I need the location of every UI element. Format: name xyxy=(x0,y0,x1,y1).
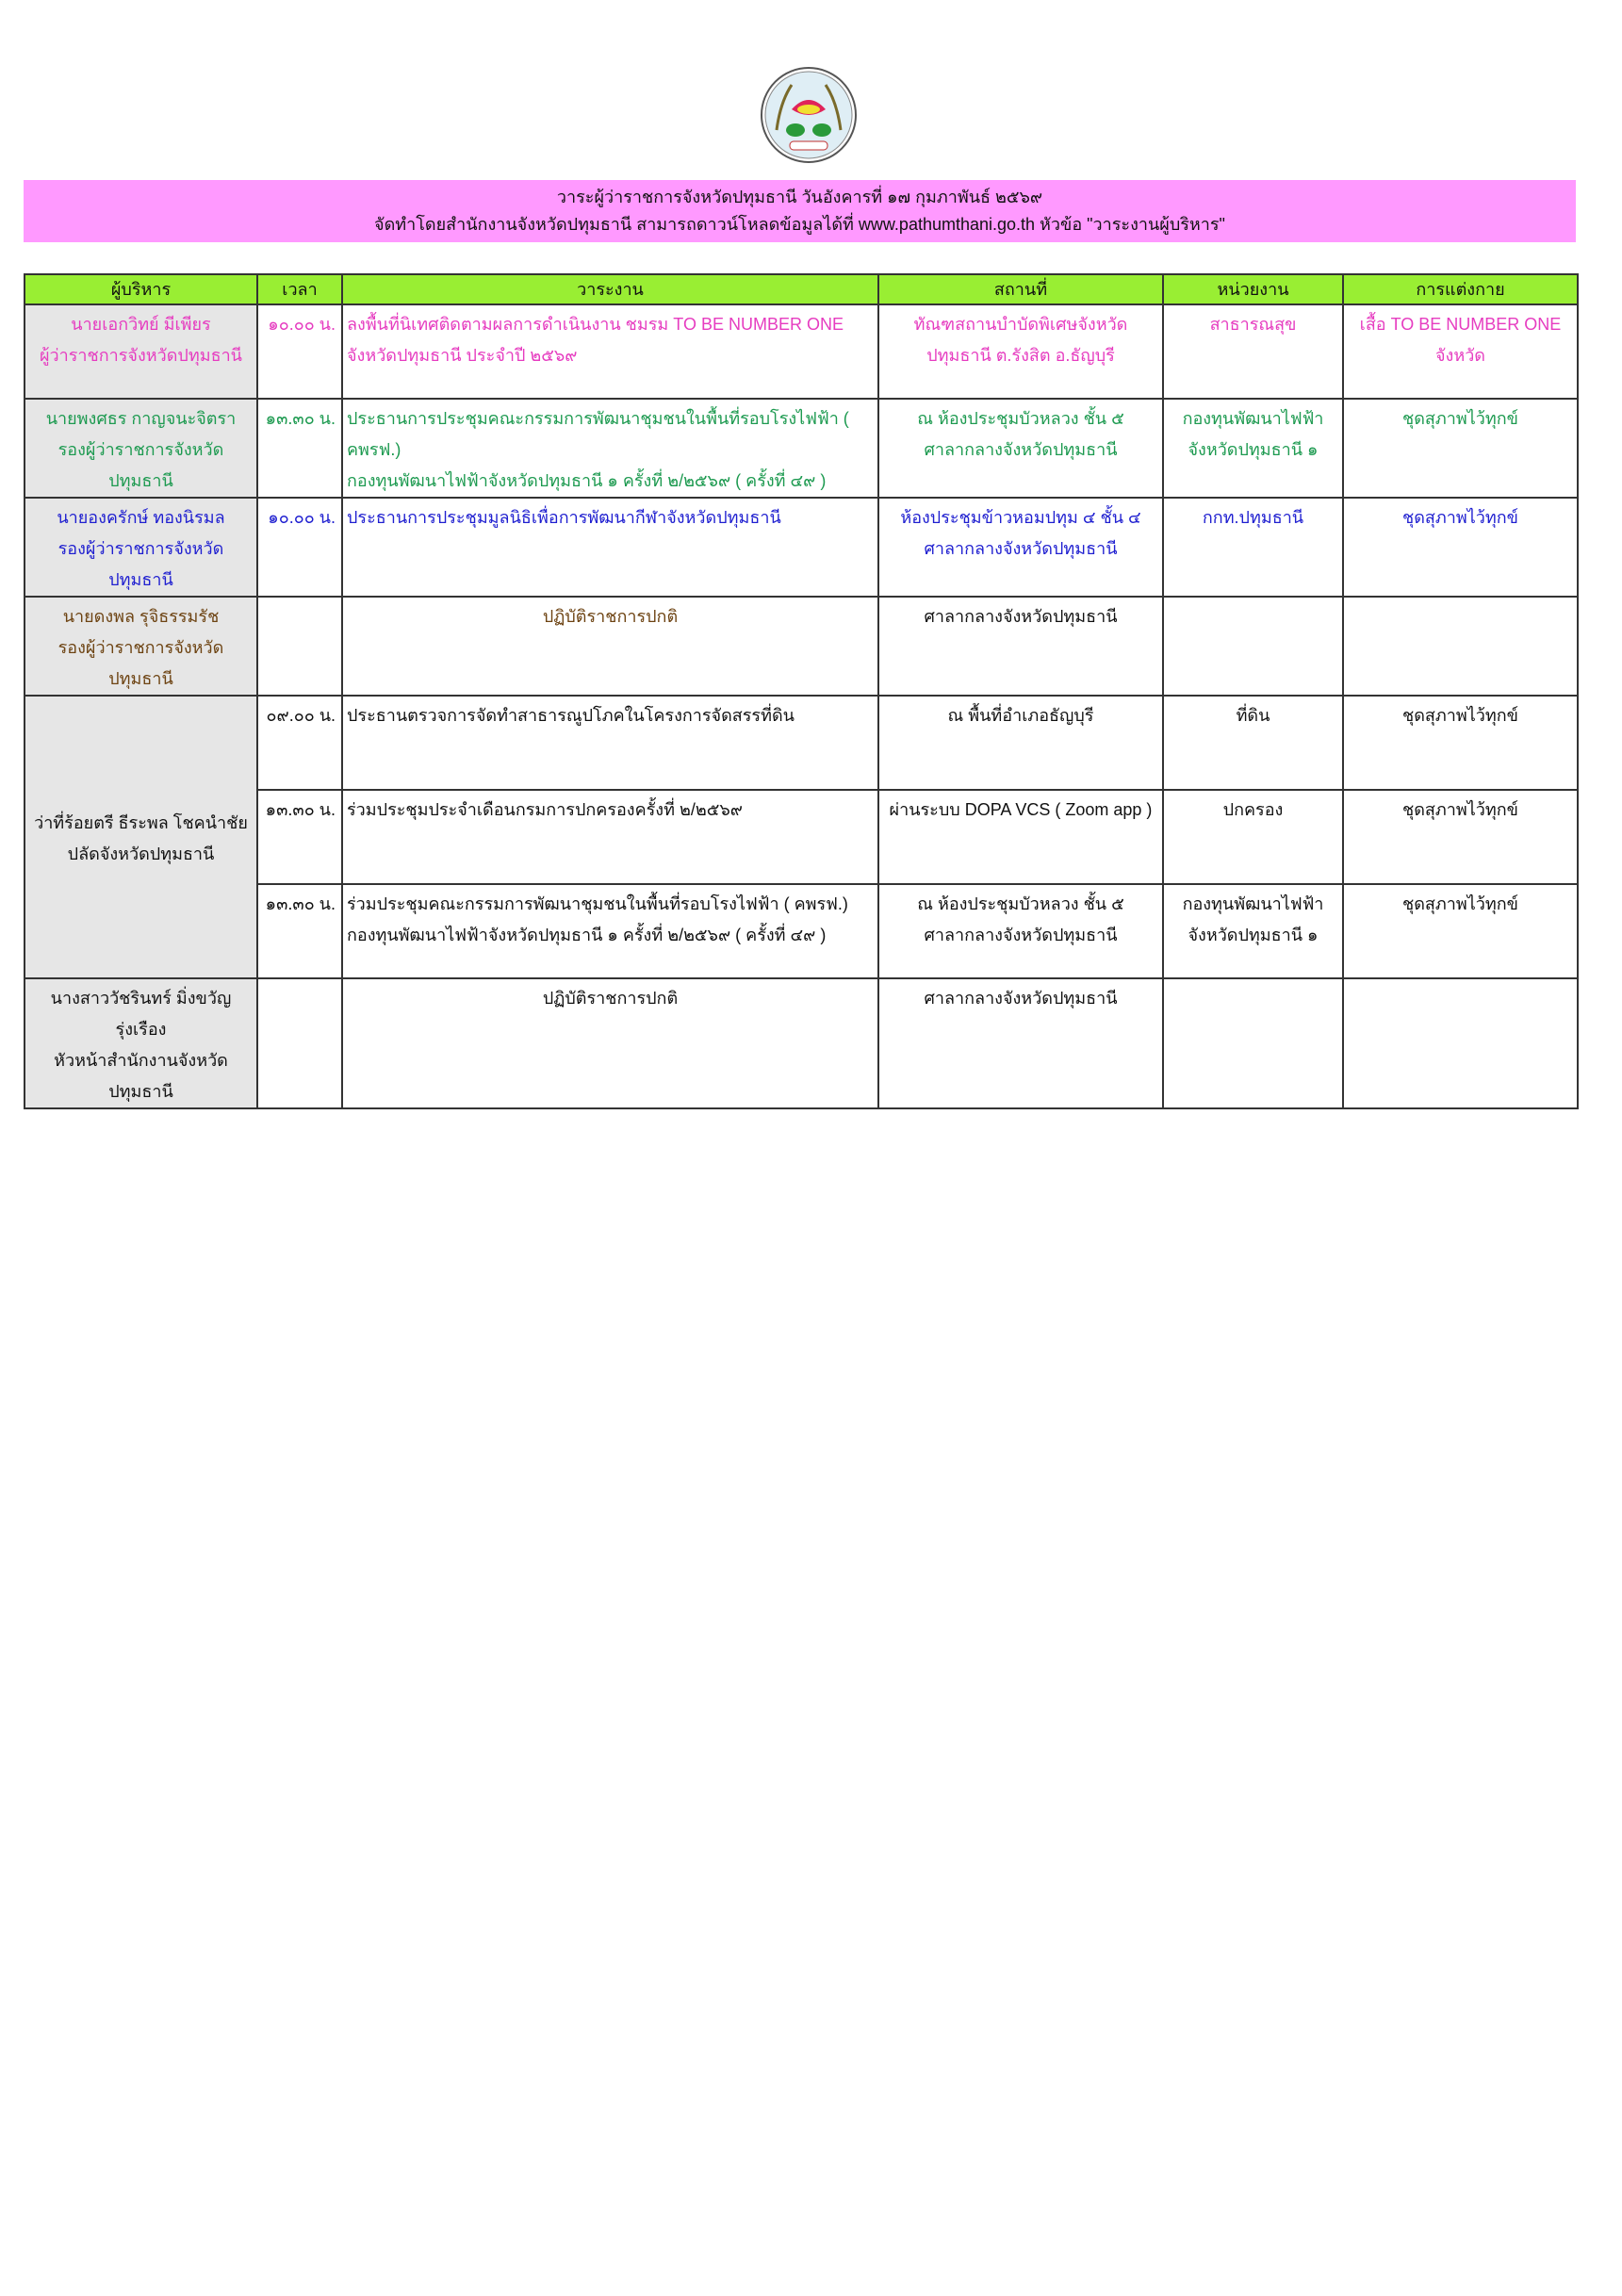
time-cell: ๑๓.๓๐ น. xyxy=(257,884,342,978)
unit-line: สาธารณสุข xyxy=(1209,315,1297,334)
header-place: สถานที่ xyxy=(878,274,1163,304)
place-cell xyxy=(878,790,1163,884)
dress-cell xyxy=(1343,399,1578,498)
dress-cell xyxy=(1343,597,1578,696)
executive-position: รองผู้ว่าราชการจังหวัดปทุมธานี xyxy=(57,638,224,688)
table-row xyxy=(25,498,1578,597)
dress-line: ชุดสุภาพไว้ทุกข์ xyxy=(1402,409,1518,428)
unit-cell xyxy=(1163,696,1343,790)
executive-position: ผู้ว่าราชการจังหวัดปทุมธานี xyxy=(40,346,242,365)
place-cell xyxy=(878,978,1163,1108)
table-row xyxy=(25,696,1578,790)
unit-line: ปกครอง xyxy=(1222,800,1284,819)
executive-cell xyxy=(25,304,257,399)
unit-line: กองทุนพัฒนาไฟฟ้า xyxy=(1182,894,1324,913)
unit-line: จังหวัดปทุมธานี ๑ xyxy=(1188,440,1319,459)
place-line: ศาลากลางจังหวัดปทุมธานี xyxy=(924,926,1118,944)
place-cell xyxy=(878,884,1163,978)
agenda-line: จังหวัดปทุมธานี ประจำปี ๒๕๖๙ xyxy=(347,346,578,365)
executive-name: นางสาววัชรินทร์ มิ่งขวัญรุ่งเรือง xyxy=(50,989,232,1039)
dress-cell xyxy=(1343,696,1578,790)
table-row xyxy=(25,597,1578,696)
agenda-cell xyxy=(342,790,878,884)
table-header-row xyxy=(25,274,1578,304)
dress-line: ชุดสุภาพไว้ทุกข์ xyxy=(1402,508,1518,527)
agenda-cell xyxy=(342,884,878,978)
table-row xyxy=(25,790,1578,884)
unit-line: ที่ดิน xyxy=(1236,706,1270,725)
dress-cell xyxy=(1343,790,1578,884)
executive-name: นายเอกวิทย์ มีเพียร xyxy=(71,315,211,334)
unit-cell xyxy=(1163,597,1343,696)
place-line: ทัณฑสถานบำบัดพิเศษจังหวัด xyxy=(913,315,1128,334)
time-cell xyxy=(257,978,342,1108)
place-line: ศาลากลางจังหวัดปทุมธานี xyxy=(924,989,1118,1008)
agenda-title-banner xyxy=(24,180,1576,242)
agenda-line: ประธานการประชุมคณะกรรมการพัฒนาชุมชนในพื้นที่รอบโรงไฟฟ้า ( คพรฟ.) xyxy=(347,409,849,459)
place-line: ปทุมธานี ต.รังสิต อ.ธัญบุรี xyxy=(926,346,1115,365)
agenda-line: ร่วมประชุมประจำเดือนกรมการปกครองครั้งที่ ๒/๒๕๖๙ xyxy=(347,800,743,819)
dress-line: จังหวัด xyxy=(1435,346,1485,365)
dress-line: ชุดสุภาพไว้ทุกข์ xyxy=(1402,800,1518,819)
executive-position: รองผู้ว่าราชการจังหวัดปทุมธานี xyxy=(57,539,224,589)
time-cell: ๐๙.๐๐ น. xyxy=(257,696,342,790)
place-cell xyxy=(878,304,1163,399)
header-dress: การแต่งกาย xyxy=(1343,274,1578,304)
agenda-line: ประธานตรวจการจัดทำสาธารณูปโภคในโครงการจัดสรรที่ดิน xyxy=(347,706,795,725)
agenda-cell xyxy=(342,304,878,399)
place-line: ห้องประชุมข้าวหอมปทุม ๔ ชั้น ๔ xyxy=(900,508,1141,527)
executive-position: หัวหน้าสำนักงานจังหวัดปทุมธานี xyxy=(54,1051,228,1101)
unit-line: กกท.ปทุมธานี xyxy=(1202,508,1304,527)
time-cell: ๑๓.๓๐ น. xyxy=(257,399,342,498)
unit-cell xyxy=(1163,304,1343,399)
dress-cell xyxy=(1343,304,1578,399)
unit-cell xyxy=(1163,790,1343,884)
table-row xyxy=(25,399,1578,498)
province-seal-logo xyxy=(760,64,858,166)
agenda-line: ประธานการประชุมมูลนิธิเพื่อการพัฒนากีฬาจังหวัดปทุมธานี xyxy=(347,508,781,527)
executive-position: ปลัดจังหวัดปทุมธานี xyxy=(67,845,215,863)
agenda-line: ปฏิบัติราชการปกติ xyxy=(542,989,679,1008)
time-cell: ๑๐.๐๐ น. xyxy=(257,498,342,597)
place-line: ณ พื้นที่อำเภอธัญบุรี xyxy=(947,706,1094,725)
executive-cell xyxy=(25,399,257,498)
executive-name: ว่าที่ร้อยตรี ธีระพล โชคนำชัย xyxy=(34,813,248,832)
time-cell: ๑๓.๓๐ น. xyxy=(257,790,342,884)
unit-line: จังหวัดปทุมธานี ๑ xyxy=(1188,926,1319,944)
header-agenda: วาระงาน xyxy=(342,274,878,304)
header-unit: หน่วยงาน xyxy=(1163,274,1343,304)
unit-cell xyxy=(1163,498,1343,597)
header-time: เวลา xyxy=(257,274,342,304)
dress-line: ชุดสุภาพไว้ทุกข์ xyxy=(1402,706,1518,725)
dress-cell xyxy=(1343,978,1578,1108)
place-cell xyxy=(878,498,1163,597)
unit-cell xyxy=(1163,399,1343,498)
executive-agenda-table xyxy=(24,273,1579,1109)
banner-subtitle: จัดทำโดยสำนักงานจังหวัดปทุมธานี สามารถดาวน์โหลดข้อมูลได้ที่ www.pathumthani.go.th หัวข้อ "วาระงานผู้บริหาร" xyxy=(374,215,1225,234)
agenda-cell xyxy=(342,597,878,696)
executive-cell xyxy=(25,498,257,597)
time-cell xyxy=(257,597,342,696)
unit-line: กองทุนพัฒนาไฟฟ้า xyxy=(1182,409,1324,428)
executive-cell xyxy=(25,597,257,696)
executive-name: นายดงพล รุจิธรรมรัช xyxy=(62,607,220,626)
agenda-line: กองทุนพัฒนาไฟฟ้าจังหวัดปทุมธานี ๑ ครั้งที่ ๒/๒๕๖๙ ( ครั้งที่ ๔๙ ) xyxy=(347,471,827,490)
table-row xyxy=(25,304,1578,399)
executive-cell xyxy=(25,978,257,1108)
place-cell xyxy=(878,399,1163,498)
place-line: ศาลากลางจังหวัดปทุมธานี xyxy=(924,440,1118,459)
table-row xyxy=(25,978,1578,1108)
place-line: ณ ห้องประชุมบัวหลวง ชั้น ๕ xyxy=(917,894,1124,913)
executive-cell xyxy=(25,696,257,978)
agenda-line: ลงพื้นที่นิเทศติดตามผลการดำเนินงาน ชมรม TO BE NUMBER ONE xyxy=(347,315,844,334)
banner-title: วาระผู้ว่าราชการจังหวัดปทุมธานี วันอังคารที่ ๑๗ กุมภาพันธ์ ๒๕๖๙ xyxy=(556,188,1043,206)
executive-name: นายพงศธร กาญจนะจิตรา xyxy=(45,409,237,428)
place-line: ศาลากลางจังหวัดปทุมธานี xyxy=(924,539,1118,558)
time-cell: ๑๐.๐๐ น. xyxy=(257,304,342,399)
unit-cell xyxy=(1163,884,1343,978)
dress-line: ชุดสุภาพไว้ทุกข์ xyxy=(1402,894,1518,913)
agenda-line: ปฏิบัติราชการปกติ xyxy=(542,607,679,626)
dress-cell xyxy=(1343,498,1578,597)
agenda-cell xyxy=(342,498,878,597)
place-line: ผ่านระบบ DOPA VCS ( Zoom app ) xyxy=(889,800,1153,819)
agenda-line: กองทุนพัฒนาไฟฟ้าจังหวัดปทุมธานี ๑ ครั้งที่ ๒/๒๕๖๙ ( ครั้งที่ ๔๙ ) xyxy=(347,926,827,944)
agenda-line: ร่วมประชุมคณะกรรมการพัฒนาชุมชนในพื้นที่รอบโรงไฟฟ้า ( คพรฟ.) xyxy=(347,894,848,913)
place-line: ศาลากลางจังหวัดปทุมธานี xyxy=(924,607,1118,626)
agenda-cell xyxy=(342,978,878,1108)
dress-line: เสื้อ TO BE NUMBER ONE xyxy=(1359,315,1562,334)
dress-cell xyxy=(1343,884,1578,978)
place-cell xyxy=(878,696,1163,790)
place-cell xyxy=(878,597,1163,696)
place-line: ณ ห้องประชุมบัวหลวง ชั้น ๕ xyxy=(917,409,1124,428)
agenda-cell xyxy=(342,399,878,498)
agenda-cell xyxy=(342,696,878,790)
executive-position: รองผู้ว่าราชการจังหวัดปทุมธานี xyxy=(57,440,224,490)
executive-name: นายองครักษ์ ทองนิรมล xyxy=(57,508,225,527)
table-row xyxy=(25,884,1578,978)
header-executive: ผู้บริหาร xyxy=(25,274,257,304)
unit-cell xyxy=(1163,978,1343,1108)
